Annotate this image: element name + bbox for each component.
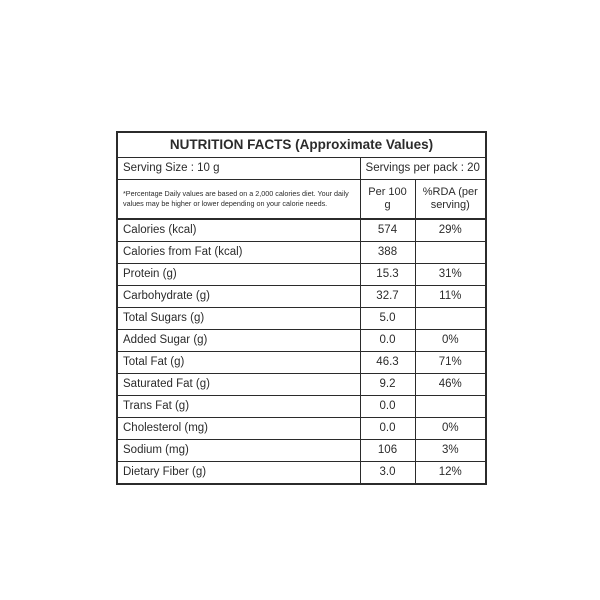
table-row bbox=[118, 440, 485, 462]
rda-value: 29% bbox=[415, 219, 485, 242]
rda-value bbox=[415, 396, 485, 418]
table-row bbox=[118, 352, 485, 374]
table-row bbox=[118, 330, 485, 352]
table-row bbox=[118, 308, 485, 330]
per-100g-value: 388 bbox=[360, 242, 415, 264]
table-row bbox=[118, 462, 485, 484]
per-100g-value: 574 bbox=[360, 219, 415, 242]
table-row bbox=[118, 374, 485, 396]
nutrient-name: Added Sugar (g) bbox=[118, 330, 360, 352]
servings-per-pack: Servings per pack : 20 bbox=[360, 158, 485, 180]
disclaimer-text: *Percentage Daily values are based on a 2,000 calories diet. Your daily values may be higher or lower depending on your calorie needs. bbox=[118, 180, 360, 220]
nutrient-name: Calories from Fat (kcal) bbox=[118, 242, 360, 264]
rda-value: 0% bbox=[415, 330, 485, 352]
nutrition-facts-panel bbox=[116, 131, 487, 485]
title-row bbox=[118, 133, 485, 158]
per-100g-header: Per 100 g bbox=[360, 180, 415, 220]
rda-value bbox=[415, 242, 485, 264]
rda-value: 31% bbox=[415, 264, 485, 286]
nutrient-rows bbox=[118, 219, 485, 483]
rda-header: %RDA (per serving) bbox=[415, 180, 485, 220]
per-100g-value: 106 bbox=[360, 440, 415, 462]
header-row bbox=[118, 180, 485, 220]
per-100g-value: 0.0 bbox=[360, 396, 415, 418]
table-row bbox=[118, 242, 485, 264]
per-100g-value: 0.0 bbox=[360, 330, 415, 352]
per-100g-value: 46.3 bbox=[360, 352, 415, 374]
nutrition-table bbox=[118, 133, 485, 483]
per-100g-value: 3.0 bbox=[360, 462, 415, 484]
table-row bbox=[118, 219, 485, 242]
nutrient-name: Saturated Fat (g) bbox=[118, 374, 360, 396]
serving-row bbox=[118, 158, 485, 180]
rda-value: 11% bbox=[415, 286, 485, 308]
nutrient-name: Dietary Fiber (g) bbox=[118, 462, 360, 484]
per-100g-value: 15.3 bbox=[360, 264, 415, 286]
rda-value: 12% bbox=[415, 462, 485, 484]
per-100g-value: 0.0 bbox=[360, 418, 415, 440]
serving-size: Serving Size : 10 g bbox=[118, 158, 360, 180]
rda-value bbox=[415, 308, 485, 330]
nutrient-name: Calories (kcal) bbox=[118, 219, 360, 242]
table-row bbox=[118, 264, 485, 286]
table-title: NUTRITION FACTS (Approximate Values) bbox=[118, 133, 485, 158]
nutrient-name: Total Fat (g) bbox=[118, 352, 360, 374]
per-100g-value: 5.0 bbox=[360, 308, 415, 330]
rda-value: 46% bbox=[415, 374, 485, 396]
rda-value: 0% bbox=[415, 418, 485, 440]
nutrient-name: Protein (g) bbox=[118, 264, 360, 286]
per-100g-value: 32.7 bbox=[360, 286, 415, 308]
rda-value: 71% bbox=[415, 352, 485, 374]
rda-value: 3% bbox=[415, 440, 485, 462]
nutrient-name: Trans Fat (g) bbox=[118, 396, 360, 418]
per-100g-value: 9.2 bbox=[360, 374, 415, 396]
nutrient-name: Cholesterol (mg) bbox=[118, 418, 360, 440]
table-row bbox=[118, 418, 485, 440]
nutrient-name: Total Sugars (g) bbox=[118, 308, 360, 330]
nutrient-name: Carbohydrate (g) bbox=[118, 286, 360, 308]
table-row bbox=[118, 396, 485, 418]
table-row bbox=[118, 286, 485, 308]
nutrient-name: Sodium (mg) bbox=[118, 440, 360, 462]
